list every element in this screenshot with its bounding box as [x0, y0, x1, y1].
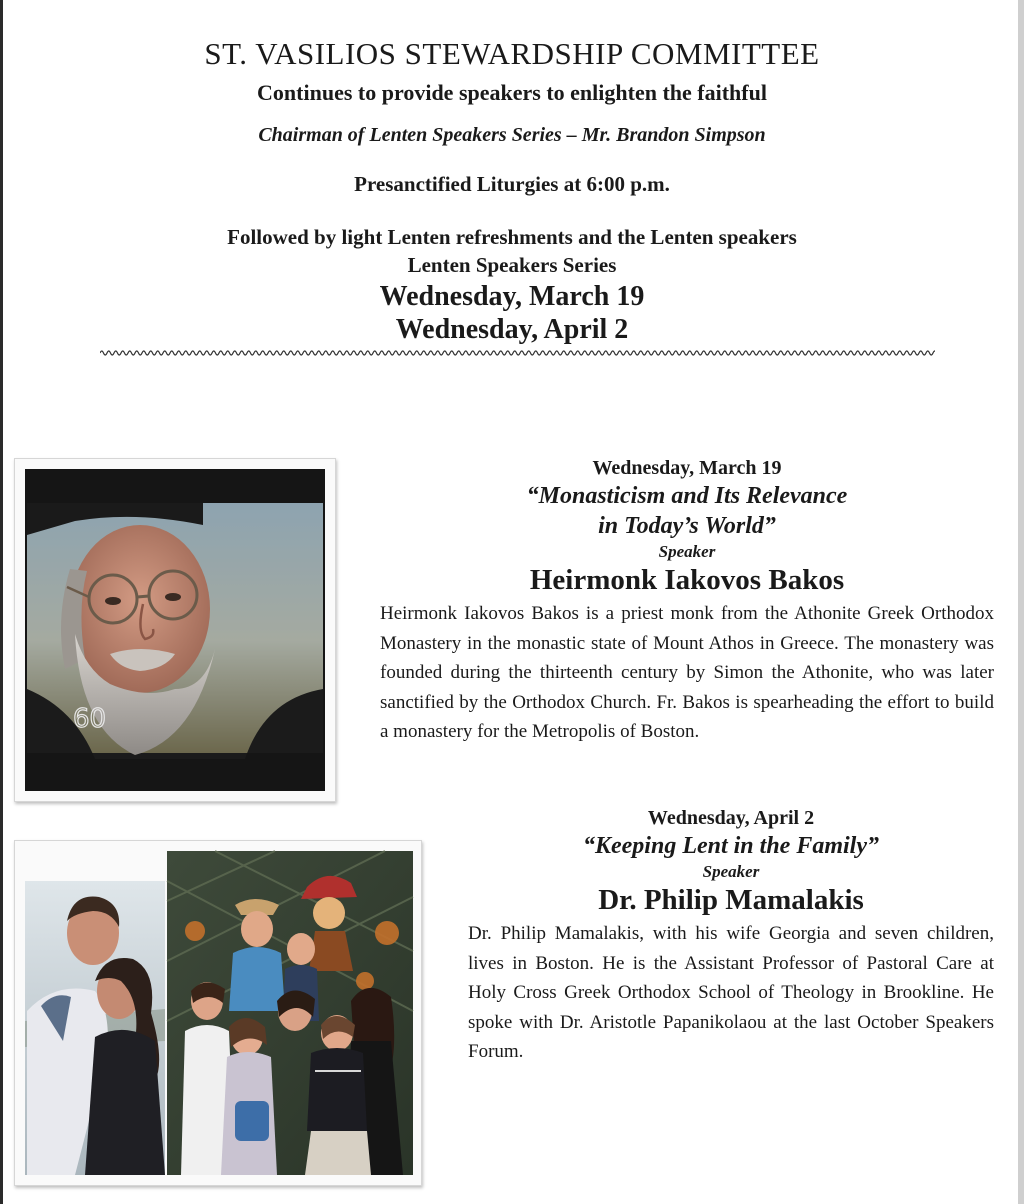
speaker-photo-mamalakis — [14, 840, 422, 1186]
event-march-19 — [380, 455, 994, 746]
flyer-title: ST. VASILIOS STEWARDSHIP COMMITTEE — [204, 36, 820, 71]
speaker-bio: Dr. Philip Mamalakis, with his wife Georgia and seven children, lives in Boston. He is the Assistant Professor of Pastoral Care at Holy Cross Greek Orthodox School of Theology in Brookline. He spoke with Dr. Aristotle Papanikolaou at the last October Speakers Forum. — [468, 923, 994, 1063]
event-title-line-1: “Monasticism and Its Relevance — [526, 483, 848, 509]
series-date-2: Wednesday, April 2 — [395, 314, 629, 345]
event-april-2 — [468, 805, 994, 1066]
chairman-line: Chairman of Lenten Speakers Series – Mr. Brandon Simpson — [258, 124, 766, 146]
series-label: Lenten Speakers Series — [407, 253, 617, 277]
event-date: Wednesday, April 2 — [647, 807, 815, 829]
flyer-subtitle: Continues to provide speakers to enlighten the faithful — [257, 80, 767, 105]
tv-watermark-logo: 60 — [73, 704, 107, 734]
refreshments-line: Followed by light Lenten refreshments and the Lenten speakers — [227, 225, 797, 249]
event-title-line-2: in Today’s World” — [598, 513, 776, 539]
mamalakis-family-image — [15, 841, 421, 1185]
event-date: Wednesday, March 19 — [592, 457, 782, 479]
wavy-divider — [100, 348, 935, 358]
speaker-photo-bakos — [14, 458, 336, 802]
speaker-bio: Heirmonk Iakovos Bakos is a priest monk from the Athonite Greek Orthodox Monastery in the monastic state of Mount Athos in Greece. The monastery was founded during the thirteenth century by Simon the Athonite, who was later sanctified by the Orthodox Church. Fr. Bakos is spearheading the effort to build a monastery for the Metropolis of Boston. — [380, 603, 994, 743]
speaker-label: Speaker — [658, 542, 716, 561]
bakos-portrait-image — [15, 459, 335, 801]
liturgies-line: Presanctified Liturgies at 6:00 p.m. — [354, 172, 670, 196]
speaker-name: Dr. Philip Mamalakis — [598, 883, 864, 916]
event-title: “Keeping Lent in the Family” — [582, 833, 879, 859]
series-date-1: Wednesday, March 19 — [379, 281, 645, 312]
speaker-label: Speaker — [702, 862, 760, 881]
speaker-name: Heirmonk Iakovos Bakos — [529, 563, 845, 596]
